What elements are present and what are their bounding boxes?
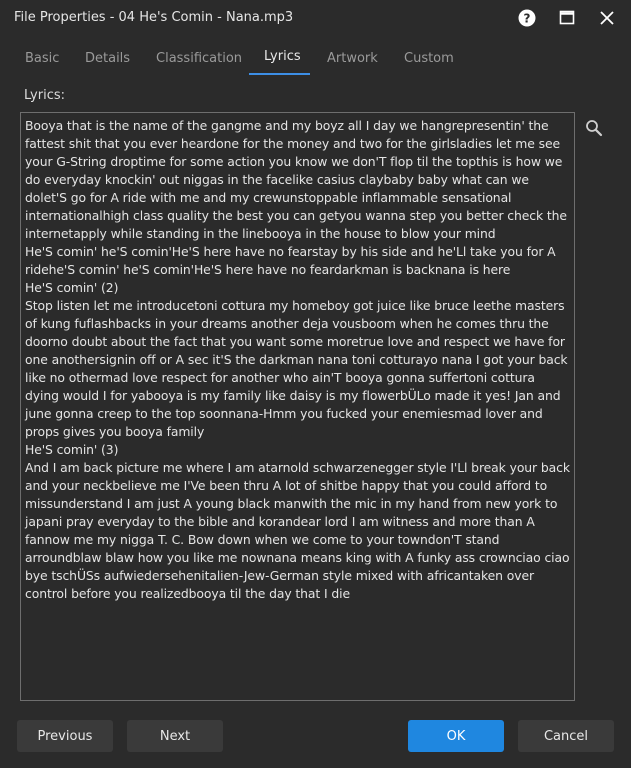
lyrics-textarea[interactable]: Booya that is the name of the gangme and my boyz all I day we hangrepresentin' the fattest shit that you ever heardone for the money and two for the girlsladies let me see your G-String droptime for some action you know we don'T flop til the topthis is how we do everyday knockin' out niggas in the facelike casius claybaby baby what can we dolet'S go for A ride with me and my crewunstoppable inflammable sensational internationalhigh class quality the best you can getyou wanna step you better check the internetapply while standing in the linebooya in the house to blow your mind He'S comin' he'S comin'He'S here have no fearstay by his side and he'Ll take you for A ridehe'S comin' he'S comin'He'S here have no feardarkman is backnana is here He'S comin' (2) Stop listen let me introducetoni cottura my homeboy got juice like bruce leethe masters of kung fuflashbacks in your dreams another deja vousboom when he comes thru the doorno doubt about the fact that you want some moretrue love and respect we have for one anothersignin off or A sec it'S the darkman nana toni cotturayo nana I got your back like no othermad love respect for another who ain'T booya gonna suffertoni cottura dying would I for yabooya is my family like daisy is my flowerbÜLo made it yes! Jan and june gonna creep to the top soonnana-Hmm you fucked your enemiesmad lover and props gives you booya family He'S comin' (3) And I am back picture me where I am atarnold schwarzenegger style I'Ll break your back and your neckbelieve me I'Ve been thru A lot of shitbe happy that you could afford to missunderstand I am just A young black manwith the mic in my hand from new york to japani pray everyday to the bible and korandear lord I am witness and more than A fannow me my nigga T. C. Bow down when we come to your towndon'T stand arroundblaw blaw how you like me nownana means king with A funky ass crownciao ciao bye tschÜSs aufwiedersehenitalien-Jew-German style mixed with africantaken over control before you realizedbooya til the day that I die — [20, 112, 575, 701]
tab-details[interactable]: Details — [85, 51, 131, 66]
active-tab-indicator — [249, 73, 310, 75]
close-button[interactable] — [594, 6, 620, 30]
search-icon — [585, 119, 603, 137]
help-circle-icon — [517, 8, 537, 28]
lyrics-label: Lyrics: — [24, 88, 65, 103]
help-button[interactable] — [514, 6, 540, 30]
maximize-button[interactable] — [554, 6, 580, 30]
lyrics-search-button[interactable] — [583, 117, 605, 139]
previous-button[interactable]: Previous — [17, 720, 113, 752]
tab-classification[interactable]: Classification — [156, 51, 243, 66]
next-button[interactable]: Next — [127, 720, 223, 752]
title-bar — [0, 0, 631, 36]
close-icon — [599, 10, 615, 26]
ok-button[interactable]: OK — [408, 720, 504, 752]
cancel-button[interactable]: Cancel — [518, 720, 614, 752]
maximize-icon — [559, 10, 575, 26]
tab-lyrics[interactable]: Lyrics — [264, 49, 301, 64]
tab-artwork[interactable]: Artwork — [327, 51, 378, 66]
tab-bar — [0, 44, 631, 76]
window-title: File Properties - 04 He's Comin - Nana.mp3 — [14, 10, 294, 25]
svg-text:?: ? — [523, 11, 531, 26]
tab-basic[interactable]: Basic — [25, 51, 60, 66]
tab-custom[interactable]: Custom — [404, 51, 454, 66]
